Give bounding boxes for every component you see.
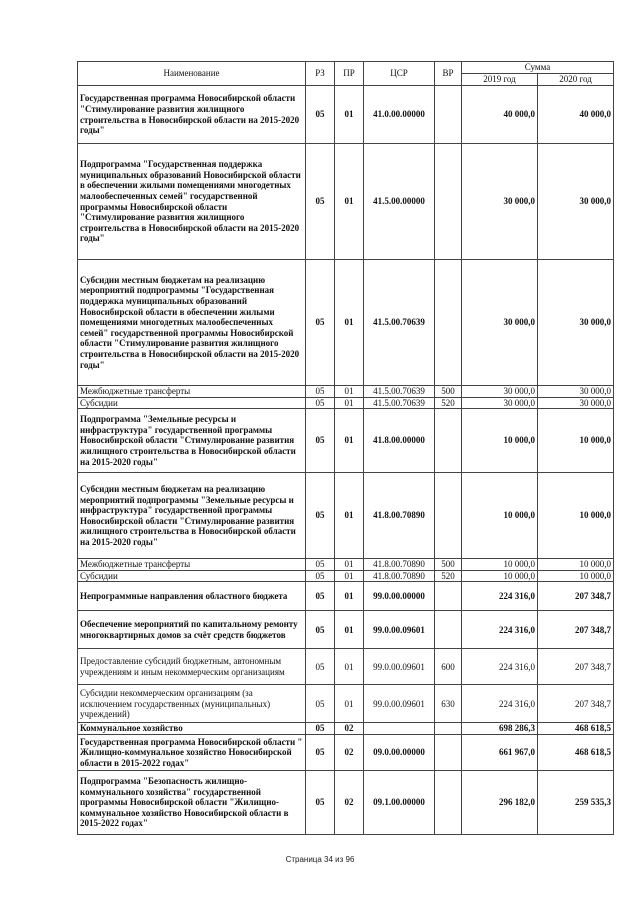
cell-pr: 01 <box>335 473 364 559</box>
cell-name: Коммунальное хозяйство <box>78 723 306 735</box>
cell-vr <box>435 409 462 473</box>
cell-csr: 99.0.00.09601 <box>364 649 435 685</box>
cell-name: Обеспечение мероприятий по капитальному ремонту многоквартирных домов за счёт средств бюджетов <box>78 611 306 649</box>
budget-table-container <box>77 61 613 835</box>
cell-rz: 05 <box>306 473 335 559</box>
cell-y2020: 30 000,0 <box>538 144 614 260</box>
cell-name: Субсидии <box>78 570 306 582</box>
cell-vr <box>435 611 462 649</box>
cell-csr: 99.0.00.09601 <box>364 685 435 723</box>
cell-pr: 01 <box>335 86 364 144</box>
cell-rz: 05 <box>306 386 335 398</box>
cell-rz: 05 <box>306 570 335 582</box>
cell-pr: 01 <box>335 559 364 571</box>
cell-y2019: 30 000,0 <box>462 386 538 398</box>
cell-pr: 01 <box>335 386 364 398</box>
cell-csr: 41.8.00.70890 <box>364 559 435 571</box>
table-row <box>78 386 614 398</box>
table-row <box>78 409 614 473</box>
cell-vr <box>435 734 462 770</box>
cell-y2020: 468 618,5 <box>538 723 614 735</box>
budget-table <box>77 61 614 835</box>
cell-vr <box>435 723 462 735</box>
cell-rz: 05 <box>306 685 335 723</box>
table-row <box>78 260 614 386</box>
cell-pr: 01 <box>335 570 364 582</box>
header-sum: Сумма <box>462 62 614 74</box>
cell-rz: 05 <box>306 734 335 770</box>
cell-y2019: 224 316,0 <box>462 685 538 723</box>
cell-csr: 41.5.00.70639 <box>364 397 435 409</box>
table-row <box>78 397 614 409</box>
cell-pr: 01 <box>335 611 364 649</box>
cell-name: Субсидии местным бюджетам на реализацию мероприятий подпрограммы "Государственная поддержка муниципальных образований Новосибирской области в обеспечении жилыми помещениями многодетных малообеспеченных семей" государственной программы Новосибирской области "Стимулирование развития жилищного строительства в Новосибирской области на 2015-2020 годы" <box>78 260 306 386</box>
cell-y2020: 207 348,7 <box>538 582 614 611</box>
cell-rz: 05 <box>306 144 335 260</box>
cell-rz: 05 <box>306 770 335 834</box>
cell-csr <box>364 723 435 735</box>
cell-vr <box>435 770 462 834</box>
cell-vr: 630 <box>435 685 462 723</box>
table-body <box>78 86 614 835</box>
cell-csr: 09.1.00.00000 <box>364 770 435 834</box>
cell-vr: 500 <box>435 559 462 571</box>
cell-y2019: 30 000,0 <box>462 397 538 409</box>
cell-pr: 01 <box>335 260 364 386</box>
cell-y2019: 661 967,0 <box>462 734 538 770</box>
cell-name: Субсидии местным бюджетам на реализацию мероприятий подпрограммы "Земельные ресурсы и инфраструктура" государственной программы Новосибирской области "Стимулирование развития жилищного строительства в Новосибирской области на 2015-2020 годы" <box>78 473 306 559</box>
cell-name: Межбюджетные трансферты <box>78 386 306 398</box>
cell-y2019: 296 182,0 <box>462 770 538 834</box>
cell-name: Государственная программа Новосибирской области "Стимулирование развития жилищного строительства в Новосибирской области на 2015-2020 годы" <box>78 86 306 144</box>
cell-csr: 41.8.00.70890 <box>364 473 435 559</box>
cell-csr: 41.5.00.00000 <box>364 144 435 260</box>
cell-pr: 01 <box>335 409 364 473</box>
cell-pr: 01 <box>335 649 364 685</box>
cell-rz: 05 <box>306 260 335 386</box>
page-footer: Страница 34 из 96 <box>285 855 355 864</box>
header-rz: РЗ <box>306 62 335 86</box>
table-row <box>78 570 614 582</box>
cell-rz: 05 <box>306 611 335 649</box>
cell-y2020: 207 348,7 <box>538 685 614 723</box>
cell-y2020: 30 000,0 <box>538 397 614 409</box>
cell-pr: 01 <box>335 144 364 260</box>
cell-vr <box>435 260 462 386</box>
table-row <box>78 582 614 611</box>
cell-name: Субсидии некоммерческим организациям (за исключением государственных (муниципальных) учреждений) <box>78 685 306 723</box>
header-2019: 2019 год <box>462 74 538 86</box>
cell-y2019: 10 000,0 <box>462 559 538 571</box>
cell-y2019: 40 000,0 <box>462 86 538 144</box>
cell-rz: 05 <box>306 723 335 735</box>
cell-vr <box>435 582 462 611</box>
cell-rz: 05 <box>306 86 335 144</box>
cell-y2020: 10 000,0 <box>538 559 614 571</box>
table-row <box>78 685 614 723</box>
cell-rz: 05 <box>306 582 335 611</box>
cell-rz: 05 <box>306 649 335 685</box>
header-vr: ВР <box>435 62 462 86</box>
cell-vr <box>435 473 462 559</box>
cell-y2020: 468 618,5 <box>538 734 614 770</box>
cell-name: Подпрограмма "Государственная поддержка муниципальных образований Новосибирской области в обеспечении жилыми помещениями многодетных малообеспеченных семей" государственной программы Новосибирской области "Стимулирование развития жилищного строительства в Новосибирской области на 2015-2020 годы" <box>78 144 306 260</box>
cell-y2019: 698 286,3 <box>462 723 538 735</box>
table-row <box>78 86 614 144</box>
cell-csr: 09.0.00.00000 <box>364 734 435 770</box>
cell-pr: 01 <box>335 582 364 611</box>
cell-csr: 41.5.00.70639 <box>364 386 435 398</box>
cell-y2020: 207 348,7 <box>538 649 614 685</box>
cell-vr: 520 <box>435 570 462 582</box>
table-row <box>78 559 614 571</box>
header-2020: 2020 год <box>538 74 614 86</box>
cell-pr: 01 <box>335 397 364 409</box>
cell-name: Субсидии <box>78 397 306 409</box>
cell-vr: 500 <box>435 386 462 398</box>
cell-csr: 41.5.00.70639 <box>364 260 435 386</box>
cell-y2019: 30 000,0 <box>462 144 538 260</box>
cell-y2020: 207 348,7 <box>538 611 614 649</box>
cell-y2019: 10 000,0 <box>462 473 538 559</box>
cell-csr: 41.8.00.00000 <box>364 409 435 473</box>
cell-rz: 05 <box>306 397 335 409</box>
cell-y2020: 259 535,3 <box>538 770 614 834</box>
table-row <box>78 649 614 685</box>
cell-y2020: 40 000,0 <box>538 86 614 144</box>
cell-y2019: 224 316,0 <box>462 611 538 649</box>
table-row <box>78 473 614 559</box>
cell-y2019: 224 316,0 <box>462 582 538 611</box>
cell-csr: 99.0.00.09601 <box>364 611 435 649</box>
table-row <box>78 611 614 649</box>
cell-y2020: 30 000,0 <box>538 386 614 398</box>
cell-name: Непрограммные направления областного бюджета <box>78 582 306 611</box>
cell-name: Подпрограмма "Земельные ресурсы и инфраструктура" государственной программы Новосибирской области "Стимулирование развития жилищного строительства в Новосибирской области на 2015-2020 годы" <box>78 409 306 473</box>
cell-y2020: 10 000,0 <box>538 409 614 473</box>
table-row <box>78 723 614 735</box>
cell-pr: 02 <box>335 770 364 834</box>
cell-vr <box>435 86 462 144</box>
cell-name: Межбюджетные трансферты <box>78 559 306 571</box>
cell-y2020: 30 000,0 <box>538 260 614 386</box>
header-pr: ПР <box>335 62 364 86</box>
cell-y2020: 10 000,0 <box>538 473 614 559</box>
cell-csr: 41.8.00.70890 <box>364 570 435 582</box>
cell-csr: 99.0.00.00000 <box>364 582 435 611</box>
cell-y2019: 10 000,0 <box>462 570 538 582</box>
header-csr: ЦСР <box>364 62 435 86</box>
cell-vr <box>435 144 462 260</box>
cell-rz: 05 <box>306 559 335 571</box>
cell-y2019: 30 000,0 <box>462 260 538 386</box>
cell-y2019: 10 000,0 <box>462 409 538 473</box>
table-row <box>78 144 614 260</box>
cell-pr: 01 <box>335 685 364 723</box>
cell-csr: 41.0.00.00000 <box>364 86 435 144</box>
cell-name: Подпрограмма "Безопасность жилищно-коммунального хозяйства" государственной программы Новосибирской области "Жилищно-коммунальное хозяйство Новосибирской области в 2015-2022 годах" <box>78 770 306 834</box>
table-row <box>78 734 614 770</box>
cell-pr: 02 <box>335 723 364 735</box>
cell-y2019: 224 316,0 <box>462 649 538 685</box>
cell-vr: 520 <box>435 397 462 409</box>
cell-pr: 02 <box>335 734 364 770</box>
cell-vr: 600 <box>435 649 462 685</box>
cell-y2020: 10 000,0 <box>538 570 614 582</box>
cell-name: Предоставление субсидий бюджетным, автономным учреждениям и иным некоммерческим организациям <box>78 649 306 685</box>
cell-name: Государственная программа Новосибирской области " Жилищно-коммунальное хозяйство Новосибирской области в 2015-2022 годах" <box>78 734 306 770</box>
header-name: Наименование <box>78 62 306 86</box>
cell-rz: 05 <box>306 409 335 473</box>
table-row <box>78 770 614 834</box>
